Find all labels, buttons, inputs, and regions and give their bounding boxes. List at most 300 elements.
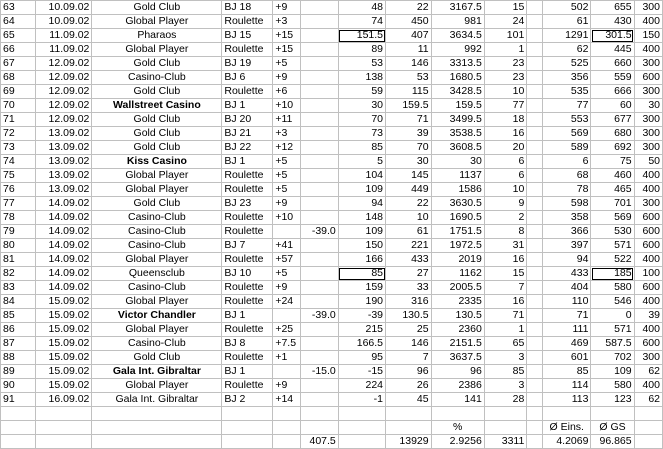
position-cell[interactable]: 6 [543, 155, 591, 169]
date-cell[interactable]: 14.09.02 [35, 253, 92, 267]
total-cell[interactable]: 3538.5 [431, 127, 484, 141]
position-cell[interactable]: 77 [543, 99, 591, 113]
cumulative-cell[interactable]: 587.5 [591, 337, 634, 351]
casino-cell[interactable]: Casino-Club [92, 337, 222, 351]
casino-cell[interactable]: Gold Club [92, 127, 222, 141]
casino-cell[interactable]: Gold Club [92, 113, 222, 127]
position-cell[interactable]: 601 [543, 351, 591, 365]
casino-cell[interactable]: Queensclub [92, 267, 222, 281]
gs-cell[interactable]: 61 [386, 225, 432, 239]
max-cell[interactable] [634, 407, 662, 421]
loss-cell[interactable] [300, 281, 338, 295]
cell[interactable] [1, 435, 36, 449]
max-cell[interactable]: 600 [634, 225, 662, 239]
cumulative-cell[interactable]: 677 [591, 113, 634, 127]
einsatz-cell[interactable]: 89 [338, 43, 385, 57]
total-cell[interactable]: 1972.5 [431, 239, 484, 253]
einsatz-cell[interactable]: 48 [338, 1, 385, 15]
total-cell[interactable]: 159.5 [431, 99, 484, 113]
date-cell[interactable]: 12.09.02 [35, 71, 92, 85]
game-cell[interactable]: Roulette [222, 15, 273, 29]
einsatz-cell[interactable]: 30 [338, 99, 385, 113]
cumulative-cell[interactable]: 530 [591, 225, 634, 239]
count-cell[interactable]: 15 [484, 1, 527, 15]
casino-cell[interactable]: Wallstreet Casino [92, 99, 222, 113]
position-cell[interactable]: 85 [543, 365, 591, 379]
max-cell[interactable]: 400 [634, 43, 662, 57]
loss-cell[interactable] [300, 253, 338, 267]
loss-cell[interactable] [300, 99, 338, 113]
row-number-cell[interactable]: 73 [1, 141, 36, 155]
row-number-cell[interactable]: 75 [1, 169, 36, 183]
percent-cell[interactable] [527, 113, 543, 127]
casino-cell[interactable]: Casino-Club [92, 211, 222, 225]
delta-cell[interactable]: +6 [273, 85, 300, 99]
casino-cell[interactable]: Global Player [92, 43, 222, 57]
loss-cell[interactable] [300, 407, 338, 421]
count-cell[interactable]: 23 [484, 57, 527, 71]
count-cell[interactable]: 18 [484, 113, 527, 127]
cumulative-cell[interactable]: 571 [591, 323, 634, 337]
gs-cell[interactable]: 22 [386, 1, 432, 15]
cumulative-cell[interactable]: 569 [591, 211, 634, 225]
date-cell[interactable]: 15.09.02 [35, 295, 92, 309]
percent-cell[interactable] [527, 85, 543, 99]
einsatz-cell[interactable]: 166.5 [338, 337, 385, 351]
delta-cell[interactable]: +57 [273, 253, 300, 267]
date-cell[interactable]: 13.09.02 [35, 155, 92, 169]
row-number-cell[interactable]: 91 [1, 393, 36, 407]
cell[interactable] [300, 421, 338, 435]
count-cell[interactable]: 7 [484, 281, 527, 295]
total-cell[interactable]: 1137 [431, 169, 484, 183]
delta-cell[interactable]: +9 [273, 281, 300, 295]
einsatz-cell[interactable]: 224 [338, 379, 385, 393]
einsatz-cell[interactable]: 104 [338, 169, 385, 183]
date-cell[interactable]: 15.09.02 [35, 323, 92, 337]
cumulative-cell[interactable]: 109 [591, 365, 634, 379]
loss-cell[interactable] [300, 379, 338, 393]
date-cell[interactable]: 10.09.02 [35, 1, 92, 15]
casino-cell[interactable]: Casino-Club [92, 225, 222, 239]
loss-cell[interactable]: -39.0 [300, 225, 338, 239]
date-cell[interactable]: 14.09.02 [35, 267, 92, 281]
date-cell[interactable]: 12.09.02 [35, 85, 92, 99]
count-cell[interactable]: 16 [484, 127, 527, 141]
cumulative-cell[interactable]: 660 [591, 57, 634, 71]
cumulative-cell[interactable]: 0 [591, 309, 634, 323]
delta-cell[interactable]: +1 [273, 351, 300, 365]
delta-cell[interactable]: +7.5 [273, 337, 300, 351]
game-cell[interactable]: BJ 7 [222, 239, 273, 253]
percent-cell[interactable] [527, 127, 543, 141]
casino-cell[interactable]: Gala Int. Gibraltar [92, 365, 222, 379]
position-cell[interactable]: 404 [543, 281, 591, 295]
casino-cell[interactable] [92, 407, 222, 421]
game-cell[interactable]: Roulette [222, 211, 273, 225]
loss-cell[interactable] [300, 141, 338, 155]
loss-cell[interactable] [300, 57, 338, 71]
row-number-cell[interactable]: 81 [1, 253, 36, 267]
count-cell[interactable]: 16 [484, 295, 527, 309]
max-cell[interactable]: 600 [634, 281, 662, 295]
percent-cell[interactable] [527, 253, 543, 267]
percent-cell[interactable] [527, 169, 543, 183]
loss-cell[interactable] [300, 337, 338, 351]
max-cell[interactable]: 300 [634, 85, 662, 99]
percent-cell[interactable] [527, 43, 543, 57]
einsatz-cell[interactable]: -15 [338, 365, 385, 379]
gs-cell[interactable]: 145 [386, 169, 432, 183]
position-cell[interactable]: 94 [543, 253, 591, 267]
percent-cell[interactable] [527, 365, 543, 379]
total-cell[interactable]: 2360 [431, 323, 484, 337]
position-cell[interactable]: 61 [543, 15, 591, 29]
casino-cell[interactable]: Gold Club [92, 141, 222, 155]
count-cell[interactable]: 9 [484, 197, 527, 211]
percent-cell[interactable] [527, 183, 543, 197]
row-number-cell[interactable]: 69 [1, 85, 36, 99]
loss-cell[interactable]: -15.0 [300, 365, 338, 379]
casino-cell[interactable]: Gold Club [92, 57, 222, 71]
max-cell[interactable]: 300 [634, 351, 662, 365]
date-cell[interactable]: 12.09.02 [35, 57, 92, 71]
total-cell[interactable]: 130.5 [431, 309, 484, 323]
einsatz-cell[interactable]: 85 [338, 141, 385, 155]
casino-cell[interactable]: Casino-Club [92, 281, 222, 295]
percent-cell[interactable] [527, 71, 543, 85]
row-number-cell[interactable]: 72 [1, 127, 36, 141]
einsatz-cell[interactable]: 59 [338, 85, 385, 99]
game-cell[interactable]: Roulette [222, 351, 273, 365]
row-number-cell[interactable]: 86 [1, 323, 36, 337]
einsatz-cell[interactable]: 74 [338, 15, 385, 29]
total-cell[interactable]: 1586 [431, 183, 484, 197]
max-cell[interactable]: 300 [634, 113, 662, 127]
delta-cell[interactable]: +10 [273, 99, 300, 113]
game-cell[interactable]: BJ 21 [222, 127, 273, 141]
game-cell[interactable]: Roulette [222, 281, 273, 295]
delta-cell[interactable]: +10 [273, 211, 300, 225]
einsatz-cell[interactable]: 70 [338, 113, 385, 127]
total-cell[interactable]: 1680.5 [431, 71, 484, 85]
casino-cell[interactable]: Global Player [92, 379, 222, 393]
percent-cell[interactable] [527, 407, 543, 421]
game-cell[interactable]: BJ 19 [222, 57, 273, 71]
row-number-cell[interactable]: 79 [1, 225, 36, 239]
total-cell[interactable]: 1690.5 [431, 211, 484, 225]
delta-cell[interactable]: +3 [273, 15, 300, 29]
percent-cell[interactable] [527, 267, 543, 281]
einsatz-cell[interactable]: 159 [338, 281, 385, 295]
game-cell[interactable]: Roulette [222, 169, 273, 183]
delta-cell[interactable] [273, 365, 300, 379]
percent-cell[interactable] [527, 337, 543, 351]
game-cell[interactable]: Roulette [222, 379, 273, 393]
cell[interactable] [222, 435, 273, 449]
cell[interactable] [1, 421, 36, 435]
game-cell[interactable]: BJ 20 [222, 113, 273, 127]
row-number-cell[interactable]: 64 [1, 15, 36, 29]
percent-cell[interactable] [527, 323, 543, 337]
position-cell[interactable]: 502 [543, 1, 591, 15]
gs-cell[interactable]: 53 [386, 71, 432, 85]
count-cell[interactable]: 31 [484, 239, 527, 253]
delta-cell[interactable]: +41 [273, 239, 300, 253]
gs-cell[interactable]: 130.5 [386, 309, 432, 323]
total-cell[interactable]: 3313.5 [431, 57, 484, 71]
total-cell[interactable]: 1751.5 [431, 225, 484, 239]
cumulative-cell[interactable]: 546 [591, 295, 634, 309]
loss-cell[interactable] [300, 71, 338, 85]
loss-cell[interactable] [300, 43, 338, 57]
percent-cell[interactable] [527, 239, 543, 253]
gs-cell[interactable]: 26 [386, 379, 432, 393]
game-cell[interactable]: BJ 22 [222, 141, 273, 155]
casino-cell[interactable]: Gold Club [92, 351, 222, 365]
delta-cell[interactable]: +12 [273, 141, 300, 155]
max-cell[interactable]: 100 [634, 267, 662, 281]
game-cell[interactable]: Roulette [222, 225, 273, 239]
gs-cell[interactable]: 39 [386, 127, 432, 141]
count-cell[interactable]: 8 [484, 225, 527, 239]
delta-cell[interactable]: +25 [273, 323, 300, 337]
date-cell[interactable]: 13.09.02 [35, 169, 92, 183]
gs-cell[interactable]: 221 [386, 239, 432, 253]
gs-cell[interactable]: 22 [386, 197, 432, 211]
position-cell[interactable]: 598 [543, 197, 591, 211]
einsatz-cell[interactable]: -1 [338, 393, 385, 407]
einsatz-cell[interactable]: 166 [338, 253, 385, 267]
einsatz-cell[interactable]: 190 [338, 295, 385, 309]
count-cell[interactable]: 101 [484, 29, 527, 43]
einsatz-cell[interactable]: 109 [338, 183, 385, 197]
loss-cell[interactable] [300, 169, 338, 183]
count-cell[interactable]: 28 [484, 393, 527, 407]
position-cell[interactable] [543, 407, 591, 421]
total-cell[interactable]: 2019 [431, 253, 484, 267]
loss-cell[interactable] [300, 323, 338, 337]
row-number-cell[interactable]: 83 [1, 281, 36, 295]
delta-cell[interactable]: +9 [273, 1, 300, 15]
gs-cell[interactable]: 433 [386, 253, 432, 267]
count-cell[interactable]: 24 [484, 15, 527, 29]
total-loss-cell[interactable]: 407.5 [300, 435, 338, 449]
cell[interactable] [273, 421, 300, 435]
cumulative-cell[interactable]: 571 [591, 239, 634, 253]
cumulative-cell[interactable]: 445 [591, 43, 634, 57]
loss-cell[interactable] [300, 393, 338, 407]
count-cell[interactable]: 6 [484, 155, 527, 169]
count-cell[interactable]: 2 [484, 211, 527, 225]
row-number-cell[interactable]: 80 [1, 239, 36, 253]
loss-cell[interactable] [300, 239, 338, 253]
position-cell[interactable]: 68 [543, 169, 591, 183]
cell[interactable] [35, 421, 92, 435]
position-cell[interactable]: 397 [543, 239, 591, 253]
row-number-cell[interactable]: 63 [1, 1, 36, 15]
date-cell[interactable]: 14.09.02 [35, 281, 92, 295]
max-cell[interactable]: 400 [634, 183, 662, 197]
gs-cell[interactable]: 45 [386, 393, 432, 407]
position-cell[interactable]: 569 [543, 127, 591, 141]
einsatz-cell[interactable]: 5 [338, 155, 385, 169]
cell[interactable] [386, 421, 432, 435]
total-cell[interactable]: 3428.5 [431, 85, 484, 99]
cell[interactable] [634, 435, 662, 449]
cumulative-cell[interactable]: 580 [591, 281, 634, 295]
game-cell[interactable]: BJ 10 [222, 267, 273, 281]
total-gs-cell[interactable]: 13929 [386, 435, 432, 449]
cumulative-cell[interactable]: 666 [591, 85, 634, 99]
date-cell[interactable]: 15.09.02 [35, 365, 92, 379]
row-number-cell[interactable]: 85 [1, 309, 36, 323]
cumulative-cell[interactable]: 702 [591, 351, 634, 365]
game-cell[interactable]: BJ 1 [222, 365, 273, 379]
game-cell[interactable]: Roulette [222, 253, 273, 267]
total-cell[interactable]: 992 [431, 43, 484, 57]
count-cell[interactable]: 3 [484, 351, 527, 365]
gs-cell[interactable]: 450 [386, 15, 432, 29]
loss-cell[interactable] [300, 267, 338, 281]
row-number-cell[interactable]: 66 [1, 43, 36, 57]
gs-cell[interactable]: 407 [386, 29, 432, 43]
total-cell[interactable]: 2335 [431, 295, 484, 309]
max-cell[interactable]: 30 [634, 99, 662, 113]
gs-cell[interactable]: 7 [386, 351, 432, 365]
row-number-cell[interactable]: 89 [1, 365, 36, 379]
row-number-cell[interactable]: 65 [1, 29, 36, 43]
max-cell[interactable]: 300 [634, 127, 662, 141]
delta-cell[interactable]: +15 [273, 43, 300, 57]
delta-cell[interactable]: +5 [273, 155, 300, 169]
percent-cell[interactable] [527, 281, 543, 295]
position-cell[interactable]: 78 [543, 183, 591, 197]
gs-cell[interactable]: 10 [386, 211, 432, 225]
game-cell[interactable]: BJ 1 [222, 309, 273, 323]
delta-cell[interactable]: +9 [273, 71, 300, 85]
percent-cell[interactable] [527, 225, 543, 239]
loss-cell[interactable] [300, 113, 338, 127]
percent-cell[interactable] [527, 211, 543, 225]
row-number-cell[interactable]: 82 [1, 267, 36, 281]
game-cell[interactable]: Roulette [222, 323, 273, 337]
loss-cell[interactable] [300, 85, 338, 99]
gs-cell[interactable] [386, 407, 432, 421]
cumulative-cell[interactable]: 123 [591, 393, 634, 407]
count-cell[interactable]: 1 [484, 323, 527, 337]
avg-einsatz-cell[interactable]: 4.2069 [543, 435, 591, 449]
date-cell[interactable]: 13.09.02 [35, 183, 92, 197]
position-cell[interactable]: 358 [543, 211, 591, 225]
percent-cell[interactable] [527, 1, 543, 15]
total-cell[interactable]: 3167.5 [431, 1, 484, 15]
max-cell[interactable]: 600 [634, 71, 662, 85]
percent-cell[interactable] [527, 351, 543, 365]
game-cell[interactable]: BJ 1 [222, 99, 273, 113]
row-number-cell[interactable]: 90 [1, 379, 36, 393]
einsatz-cell[interactable]: 85 [338, 267, 385, 281]
percent-cell[interactable] [527, 379, 543, 393]
count-cell[interactable]: 10 [484, 183, 527, 197]
row-number-cell[interactable]: 74 [1, 155, 36, 169]
date-cell[interactable]: 13.09.02 [35, 141, 92, 155]
gs-cell[interactable]: 11 [386, 43, 432, 57]
cell[interactable] [35, 435, 92, 449]
count-cell[interactable]: 85 [484, 365, 527, 379]
total-cell[interactable]: 96 [431, 365, 484, 379]
count-cell[interactable]: 15 [484, 267, 527, 281]
game-cell[interactable]: Roulette [222, 43, 273, 57]
max-cell[interactable]: 300 [634, 141, 662, 155]
casino-cell[interactable]: Gold Club [92, 197, 222, 211]
total-percent-cell[interactable]: 2.9256 [431, 435, 484, 449]
count-cell[interactable]: 71 [484, 309, 527, 323]
casino-cell[interactable]: Pharaos [92, 29, 222, 43]
position-cell[interactable]: 469 [543, 337, 591, 351]
cell[interactable] [484, 421, 527, 435]
avg-einsatz-label-cell[interactable]: Ø Eins. [543, 421, 591, 435]
total-cell[interactable]: 3634.5 [431, 29, 484, 43]
cell[interactable] [527, 421, 543, 435]
cumulative-cell[interactable]: 430 [591, 15, 634, 29]
einsatz-cell[interactable]: 148 [338, 211, 385, 225]
percent-cell[interactable] [527, 393, 543, 407]
gs-cell[interactable]: 33 [386, 281, 432, 295]
delta-cell[interactable]: +5 [273, 57, 300, 71]
position-cell[interactable]: 62 [543, 43, 591, 57]
gs-cell[interactable]: 449 [386, 183, 432, 197]
total-cell[interactable]: 981 [431, 15, 484, 29]
count-cell[interactable]: 23 [484, 71, 527, 85]
einsatz-cell[interactable]: 95 [338, 351, 385, 365]
row-number-cell[interactable]: 68 [1, 71, 36, 85]
position-cell[interactable]: 433 [543, 267, 591, 281]
gs-cell[interactable]: 96 [386, 365, 432, 379]
game-cell[interactable]: BJ 8 [222, 337, 273, 351]
game-cell[interactable]: Roulette [222, 183, 273, 197]
total-cell[interactable]: 2386 [431, 379, 484, 393]
loss-cell[interactable] [300, 15, 338, 29]
row-number-cell[interactable]: 78 [1, 211, 36, 225]
total-cell[interactable]: 2151.5 [431, 337, 484, 351]
max-cell[interactable]: 400 [634, 323, 662, 337]
max-cell[interactable]: 400 [634, 253, 662, 267]
einsatz-cell[interactable]: 94 [338, 197, 385, 211]
casino-cell[interactable]: Gold Club [92, 85, 222, 99]
row-number-cell[interactable]: 70 [1, 99, 36, 113]
row-number-cell[interactable]: 84 [1, 295, 36, 309]
count-cell[interactable]: 3 [484, 379, 527, 393]
percent-cell[interactable] [527, 29, 543, 43]
gs-cell[interactable]: 115 [386, 85, 432, 99]
position-cell[interactable]: 356 [543, 71, 591, 85]
max-cell[interactable]: 400 [634, 15, 662, 29]
cumulative-cell[interactable]: 692 [591, 141, 634, 155]
casino-cell[interactable]: Global Player [92, 15, 222, 29]
game-cell[interactable]: Roulette [222, 295, 273, 309]
max-cell[interactable]: 150 [634, 29, 662, 43]
percent-cell[interactable] [527, 197, 543, 211]
delta-cell[interactable]: +3 [273, 127, 300, 141]
max-cell[interactable]: 300 [634, 197, 662, 211]
date-cell[interactable]: 11.09.02 [35, 43, 92, 57]
date-cell[interactable]: 16.09.02 [35, 393, 92, 407]
delta-cell[interactable] [273, 407, 300, 421]
max-cell[interactable]: 39 [634, 309, 662, 323]
row-number-cell[interactable]: 67 [1, 57, 36, 71]
casino-cell[interactable]: Victor Chandler [92, 309, 222, 323]
